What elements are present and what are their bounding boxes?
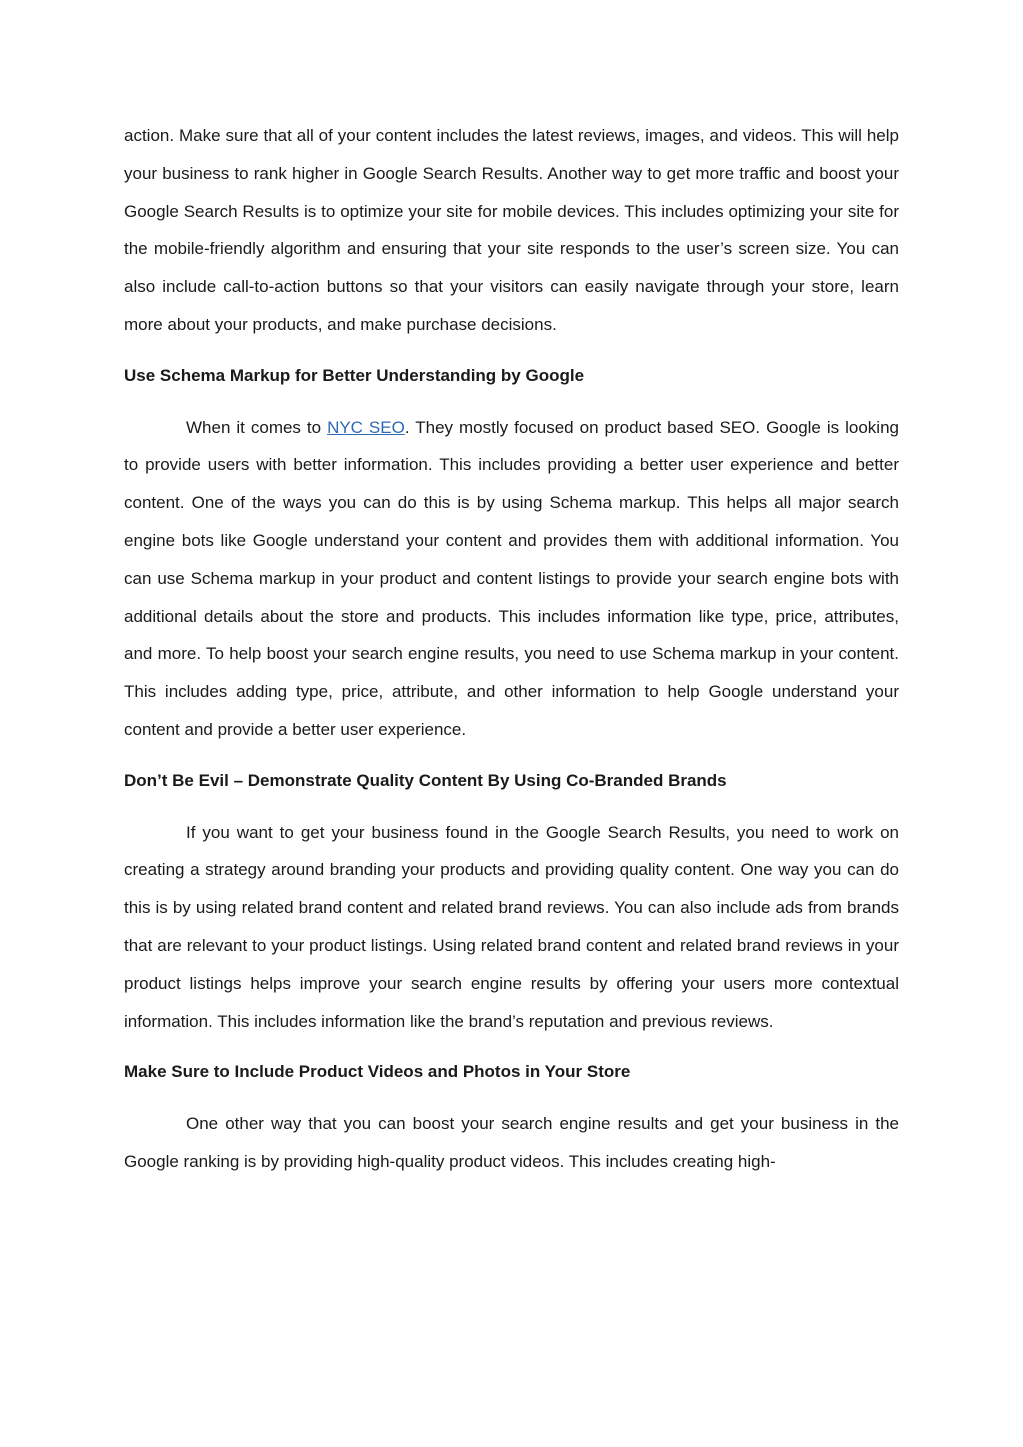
paragraph-co-branded: If you want to get your business found in the Google Search Results, you need to work on creating a strategy around branding your products and providing quality content. One way you can do this is by using related brand content and related brand reviews. You can also include ads from brands that are relevant to your product listings. Using related brand content and related brand reviews in your product listings helps improve your search engine results by offering your users more contextual information. This includes information like the brand’s reputation and previous reviews. xyxy=(124,822,899,1031)
spacer xyxy=(124,395,899,409)
nyc-seo-link[interactable]: NYC SEO xyxy=(327,417,405,437)
document-page xyxy=(124,117,899,1181)
paragraph-schema-markup xyxy=(124,409,899,749)
spacer xyxy=(124,800,899,814)
paragraph-intro: action. Make sure that all of your content includes the latest reviews, images, and videos. This will help your business to rank higher in Google Search Results. Another way to get more traffic and boost your Google Search Results is to optimize your site for mobile devices. This includes optimizing your site for the mobile-friendly algorithm and ensuring that your site responds to the user’s screen size. You can also include call-to-action buttons so that your visitors can easily navigate through your store, learn more about your products, and make purchase decisions. xyxy=(124,126,899,334)
spacer xyxy=(124,344,899,357)
section-heading-product-videos: Make Sure to Include Product Videos and Photos in Your Store xyxy=(124,1062,631,1082)
paragraph-product-videos: One other way that you can boost your search engine results and get your business in the Google ranking is by providing high-quality product videos. This includes creating high- xyxy=(124,1114,899,1171)
spacer xyxy=(124,749,899,762)
paragraph-text: . They mostly focused on product based SEO. Google is looking to provide users with better information. This includes providing a better user experience and better content. One of the ways you can do this is by using Schema markup. This helps all major search engine bots like Google understand your content and provides them with additional information. You can use Schema markup in your product and content listings to provide your search engine bots with additional details about the store and products. This includes information like type, price, attributes, and more. To help boost your search engine results, you need to use Schema markup in your content. This includes adding type, price, attribute, and other information to help Google understand your content and provide a better user experience. xyxy=(124,417,899,739)
spacer xyxy=(124,1040,899,1053)
section-heading-co-branded: Don’t Be Evil – Demonstrate Quality Content By Using Co-Branded Brands xyxy=(124,770,727,790)
section-heading-schema-markup: Use Schema Markup for Better Understanding by Google xyxy=(124,365,585,385)
spacer xyxy=(124,1091,899,1105)
paragraph-text: When it comes to xyxy=(186,417,328,437)
